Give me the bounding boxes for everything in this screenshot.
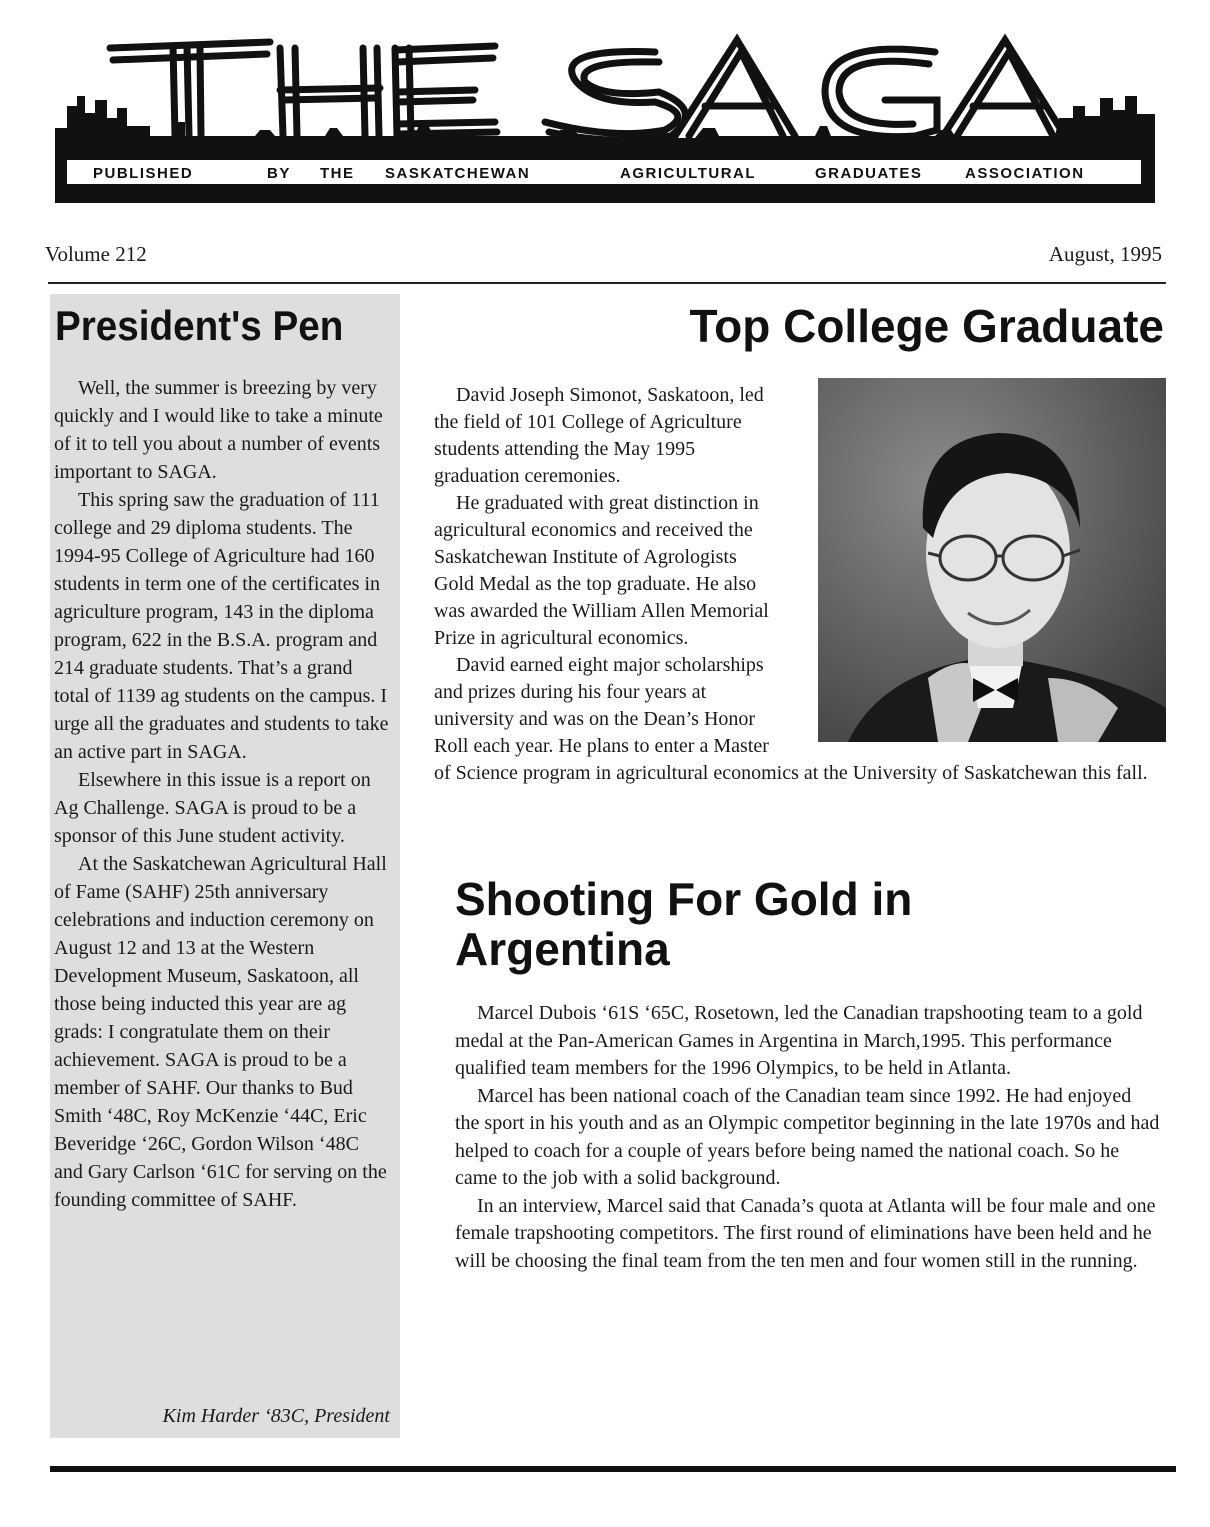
paragraph: David Joseph Simonot, Saskatoon, led the field of 101 College of Agriculture students attending the May 1995 graduation ceremonies. xyxy=(434,384,764,487)
paragraph: This spring saw the graduation of 111 college and 29 diploma students. The 1994-95 College of Agriculture had 160 students in term one of the certificates in agriculture program, 143 in the diploma program, 622 in the B.S.A. program and 214 graduate students. That’s a grand total of 1139 ag students on the campus. I urge all the graduates and students to take an active part in SAGA. xyxy=(54,489,389,763)
logo-saga-letters xyxy=(545,40,1065,140)
presidents-pen-body xyxy=(54,374,389,1214)
top-rule xyxy=(48,282,1166,284)
tagline-word: GRADUATES xyxy=(815,165,923,182)
paragraph: Elsewhere in this issue is a report on Ag Challenge. SAGA is proud to be a sponsor of this June student activity. xyxy=(54,769,371,847)
paragraph: In an interview, Marcel said that Canada’s quota at Atlanta will be four male and one female trapshooting competitors. The first round of eliminations have been held and he will be choosing the final team from the ten men and four women still in the running. xyxy=(455,1194,1156,1272)
paragraph: David earned eight major scholarships and prizes during his four years at university and was on the Dean’s Honor Roll each year. He plans to enter a Master of Science program in agricultural economics at the University of Saskatchewan this fall. xyxy=(434,654,1148,784)
bottom-rule xyxy=(50,1466,1176,1472)
tagline-word: SASKATCHEWAN xyxy=(385,165,531,182)
tagline-word: THE xyxy=(320,165,355,182)
issue-date: August, 1995 xyxy=(1048,242,1162,266)
paragraph: Marcel has been national coach of the Canadian team since 1992. He had enjoyed the sport in his youth and as an Olympic competitor beginning in the late 1970s and had helped to coach for a couple of years before being named the national coach. So he came to the job with a solid background. xyxy=(455,1084,1160,1189)
logo-the-letters xyxy=(110,42,497,136)
top-graduate-title: Top College Graduate xyxy=(689,300,1164,352)
masthead-logo xyxy=(55,18,1155,203)
top-graduate-body xyxy=(434,382,1154,787)
shooting-title: Shooting For Gold in Argentina xyxy=(455,873,913,975)
shooting-body xyxy=(455,1000,1160,1275)
presidents-pen-title: President's Pen xyxy=(55,302,344,349)
tagline-word: ASSOCIATION xyxy=(965,165,1085,182)
masthead xyxy=(55,18,1155,203)
presidents-signature: Kim Harder ‘83C, President xyxy=(162,1405,390,1427)
volume-label: Volume 212 xyxy=(45,242,147,266)
paragraph: Marcel Dubois ‘61S ‘65C, Rosetown, led the Canadian trapshooting team to a gold medal at the Pan-American Games in Argentina in March,1995. This performance qualified team members for the 1996 Olympics, to be held in Atlanta. xyxy=(455,1002,1143,1079)
paragraph: At the Saskatchewan Agricultural Hall of Fame (SAHF) 25th anniversary celebrations and induction ceremony on August 12 and 13 at the Western Development Museum, Saskatoon, all those being inducted this year are ag grads: I congratulate them on their achievement. SAGA is proud to be a member of SAHF. Our thanks to Bud Smith ‘48C, Roy McKenzie ‘44C, Eric Beveridge ‘26C, Gordon Wilson ‘48C and Gary Carlson ‘61C for serving on the founding committee of SAHF. xyxy=(54,853,387,1211)
paragraph: Well, the summer is breezing by very quickly and I would like to take a minute of it to tell you about a number of events important to SAGA. xyxy=(54,377,383,483)
tagline-word: AGRICULTURAL xyxy=(620,165,757,182)
paragraph: He graduated with great distinction in agricultural economics and received the Saskatchewan Institute of Agrologists Gold Medal as the top graduate. He also was awarded the William Allen Memorial Prize in agricultural economics. xyxy=(434,492,769,649)
tagline-word: PUBLISHED xyxy=(93,165,194,182)
tagline-word: BY xyxy=(267,165,291,182)
